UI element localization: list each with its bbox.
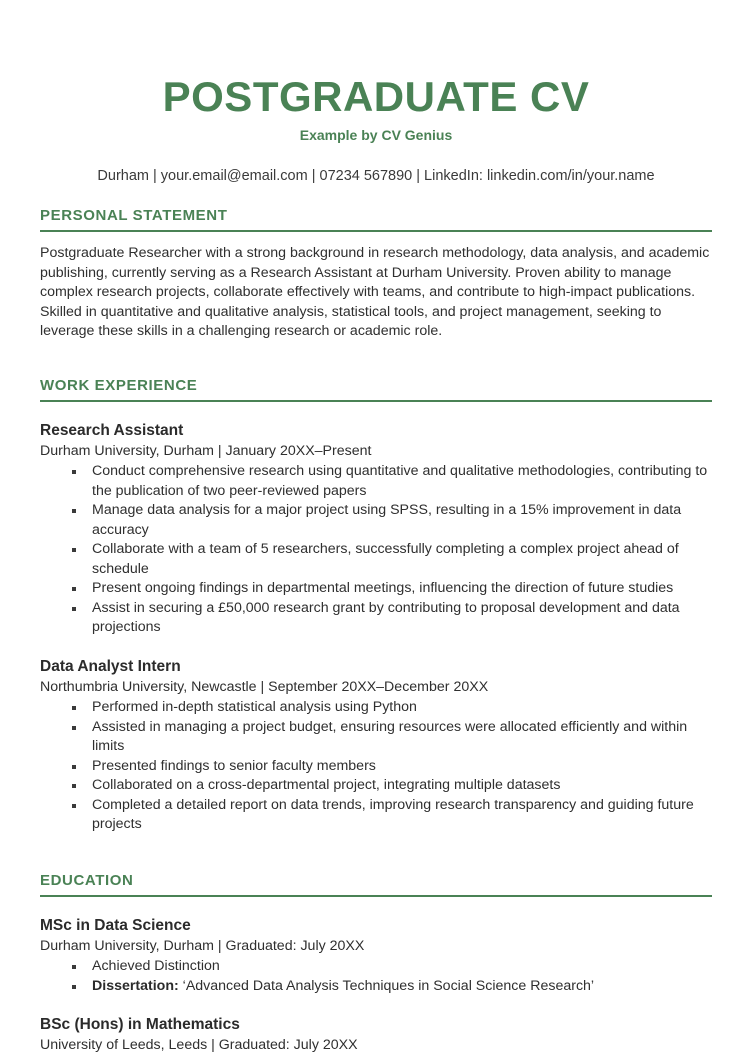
section-rule <box>40 895 712 897</box>
list-item <box>62 501 712 540</box>
list-item <box>62 599 712 638</box>
entry-bullet-list <box>40 698 712 835</box>
square-bullet-icon <box>72 965 76 969</box>
list-item-text: Manage data analysis for a major project using SPSS, resulting in a 15% improvement in data accuracy <box>92 502 682 538</box>
square-bullet-icon <box>72 765 76 769</box>
list-item <box>62 718 712 757</box>
square-bullet-icon <box>72 706 76 710</box>
square-bullet-icon <box>72 607 76 611</box>
section-heading-personal-statement: PERSONAL STATEMENT <box>40 207 228 224</box>
list-item <box>62 462 712 501</box>
list-item <box>62 776 712 796</box>
cv-header <box>40 74 712 186</box>
section-personal-statement <box>40 206 712 342</box>
square-bullet-icon <box>72 985 76 989</box>
personal-statement-text: Postgraduate Researcher with a strong background in research methodology, data analysis, and academic publishing, currently serving as a Research Assistant at Durham University. Proven ability to manage complex research projects, collaborate effectively with teams, and contribute to high-impact publications. Skilled in quantitative and qualitative analysis, statistical tools, and project management, seeking to leverage these skills in a challenging research or academic role. <box>40 245 710 339</box>
square-bullet-icon <box>72 726 76 730</box>
experience-entry <box>40 915 712 997</box>
entry-bullet-list <box>40 462 712 638</box>
entry-title: Research Assistant <box>40 421 184 439</box>
list-item <box>62 579 712 599</box>
experience-entry <box>40 420 712 638</box>
list-item-text: Conduct comprehensive research using quantitative and qualitative methodologies, contributing to the publication of two peer-reviewed papers <box>92 463 708 499</box>
section-work-experience <box>40 376 712 835</box>
list-item-text: Achieved Distinction <box>92 958 220 974</box>
square-bullet-icon <box>72 804 76 808</box>
list-item-text: Collaborate with a team of 5 researchers, successfully completing a complex project ahead of schedule <box>92 541 679 577</box>
section-heading-education: EDUCATION <box>40 871 134 889</box>
entry-title: BSc (Hons) in Mathematics <box>40 1016 240 1033</box>
list-item-text: Presented findings to senior faculty members <box>92 757 376 774</box>
square-bullet-icon <box>72 587 76 591</box>
list-item <box>62 977 712 997</box>
list-item-label: Dissertation: <box>92 977 183 994</box>
list-item <box>62 957 712 977</box>
square-bullet-icon <box>72 470 76 474</box>
list-item-text: Completed a detailed report on data trends, improving research transparency and guiding future projects <box>92 796 694 832</box>
entry-title: MSc in Data Science <box>40 916 191 934</box>
list-item-text: Performed in-depth statistical analysis using Python <box>92 699 417 715</box>
section-body-education <box>40 915 712 1056</box>
section-rule <box>40 230 712 232</box>
contact-line: Durham | your.email@email.com | 07234 567890 | LinkedIn: linkedin.com/in/your.name <box>97 168 655 184</box>
entry-title: Data Analyst Intern <box>40 657 181 675</box>
entry-meta: Northumbria University, Newcastle | September 20XX–December 20XX <box>40 678 489 695</box>
experience-entry <box>40 1014 712 1056</box>
page-title: POSTGRADUATE CV <box>162 73 590 120</box>
list-item-text: Assisted in managing a project budget, ensuring resources were allocated efficiently and within limits <box>92 718 688 754</box>
section-education <box>40 871 712 1056</box>
square-bullet-icon <box>72 548 76 552</box>
cv-sheet <box>40 0 712 1056</box>
list-item-text: Present ongoing findings in departmental meetings, influencing the direction of future studies <box>92 580 674 596</box>
list-item <box>62 540 712 579</box>
section-body-work-experience <box>40 420 712 835</box>
section-body-personal-statement <box>40 244 712 342</box>
list-item <box>62 698 712 718</box>
list-item <box>62 757 712 777</box>
square-bullet-icon <box>72 509 76 513</box>
list-item <box>62 796 712 835</box>
list-item-text: Collaborated on a cross-departmental project, integrating multiple datasets <box>92 777 561 793</box>
entry-bullet-list <box>40 957 712 996</box>
page-subtitle: Example by CV Genius <box>299 127 453 143</box>
section-rule <box>40 400 712 402</box>
entry-meta: Durham University, Durham | January 20XX–Present <box>40 442 372 459</box>
entry-meta: Durham University, Durham | Graduated: July 20XX <box>40 937 365 954</box>
list-item-text: Assist in securing a £50,000 research grant by contributing to proposal development and data projections <box>92 599 680 635</box>
experience-entry <box>40 656 712 835</box>
section-heading-work-experience: WORK EXPERIENCE <box>40 376 198 394</box>
entry-meta: University of Leeds, Leeds | Graduated: July 20XX <box>40 1037 358 1053</box>
square-bullet-icon <box>72 784 76 788</box>
list-item-text: ‘Advanced Data Analysis Techniques in Social Science Research’ <box>182 977 595 994</box>
